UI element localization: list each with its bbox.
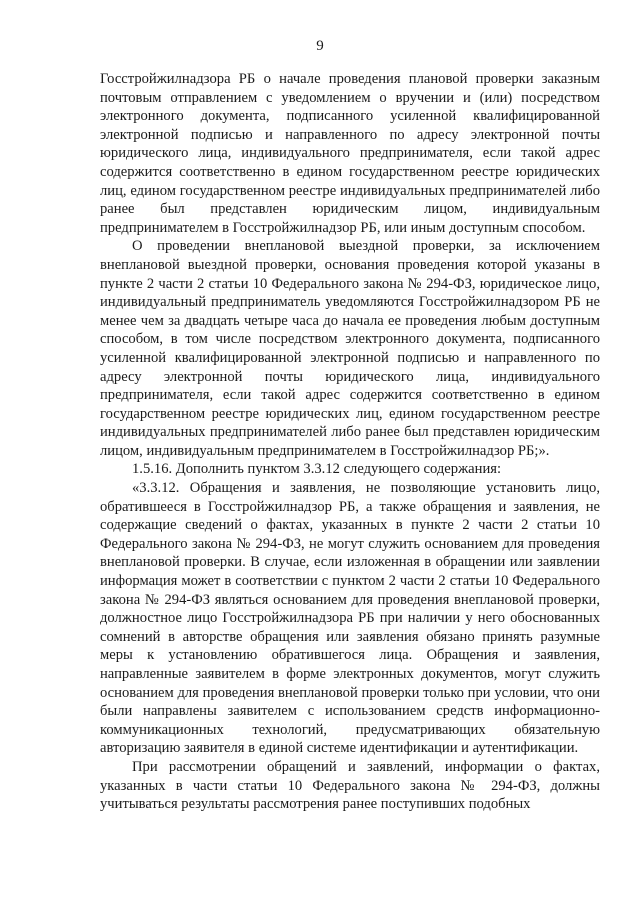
paragraph-amendment-heading: 1.5.16. Дополнить пунктом 3.3.12 следующего содержания:	[132, 461, 502, 478]
paragraph-clause-3-3-12: «3.3.12. Обращения и заявления, не позволяющие установить лицо, обратившееся в Госстройжилнадзор РБ, а также обращения и заявления, не содержащие сведений о фактах, указанных в пункте 2 части 2 статьи 10 Федерального закона № 294-ФЗ, не могут служить основанием для проведения внеплановой проверки. В случае, если изложенная в обращении или заявлении информация может в соответствии с пунктом 2 части 2 статьи 10 Федерального закона № 294-ФЗ являться основанием для проведения внеплановой проверки, должностное лицо Госстройжилнадзора РБ при наличии у него обоснованных сомнений в авторстве обращения или заявления обязано принять разумные меры к установлению обратившегося лица. Обращения и заявления, направленные заявителем в форме электронных документов, могут служить основанием для проведения внеплановой проверки только при условии, что они были направлены заявителем с использованием средств информационно-коммуникационных технологий, предусматривающих обязательную авторизацию заявителя в единой системе идентификации и аутентификации.	[100, 480, 600, 757]
page-number: 9	[316, 38, 324, 54]
document-body	[100, 70, 600, 814]
paragraph-notice-planned-inspection: Госстройжилнадзора РБ о начале проведения плановой проверки заказным почтовым отправлением с уведомлением о вручении и (или) посредством электронного документа, подписанного усиленной квалифицированной электронной подписью и направленного по адресу электронной почты юридического лица, индивидуального предпринимателя, если такой адрес содержится соответственно в едином государственном реестре юридических лиц, едином государственном реестре индивидуальных предпринимателей либо ранее был представлен юридическим лицом, индивидуальным предпринимателем в Госстройжилнадзор РБ, или иным доступным способом.	[100, 71, 600, 236]
paragraph-consideration-of-appeals: При рассмотрении обращений и заявлений, информации о фактах, указанных в части статьи 10 Федерального закона № 294-ФЗ, должны учитываться результаты рассмотрения ранее поступивших подобных	[100, 758, 600, 813]
paragraph-notice-unplanned-inspection: О проведении внеплановой выездной проверки, за исключением внеплановой выездной проверки, основания проведения которой указаны в пункте 2 части 2 статьи 10 Федерального закона № 294-ФЗ, юридическое лицо, индивидуальный предприниматель уведомляются Госстройжилнадзором РБ не менее чем за двадцать четыре часа до начала ее проведения любым доступным способом, в том числе посредством электронного документа, подписанного усиленной квалифицированной электронной подписью и направленного по адресу электронной почты юридического лица, индивидуального предпринимателя, если такой адрес содержится соответственно в едином государственном реестре юридических лиц, едином государственном реестре индивидуальных предпринимателей либо ранее был представлен юридическим лицом, индивидуальным предпринимателем в Госстройжилнадзор РБ;».	[100, 238, 600, 459]
